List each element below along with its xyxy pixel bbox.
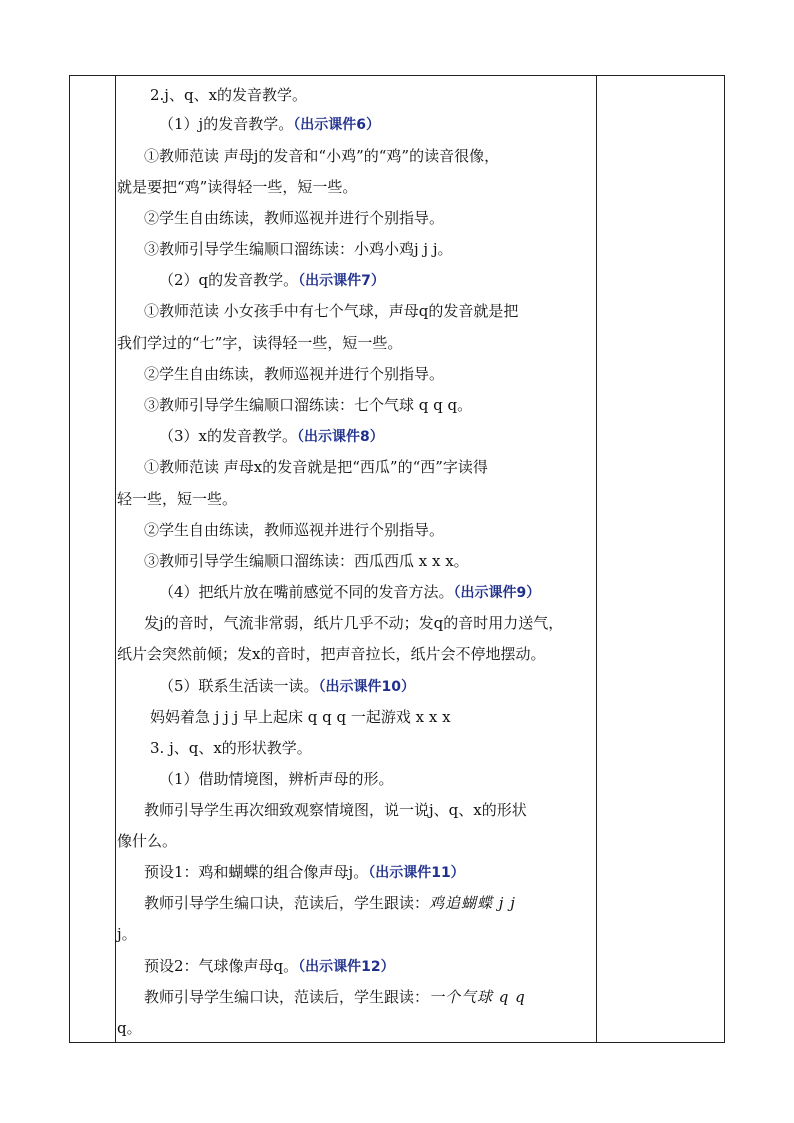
- chant-text: 鸡追蝴蝶 j j: [429, 894, 516, 912]
- line-text: ②学生自由练读，教师巡视并进行个别指导。: [144, 365, 445, 383]
- text-line: [144, 986, 526, 1008]
- courseware-link[interactable]: （出示课件11）: [368, 865, 465, 881]
- line-text: ②学生自由练读，教师巡视并进行个别指导。: [144, 209, 445, 227]
- line-text: ①教师范读 声母j的发音和“小鸡”的“鸡”的读音很像，: [144, 147, 500, 165]
- line-text: 我们学过的“七”字，读得轻一些，短一些。: [117, 334, 403, 352]
- line-text: j。: [117, 925, 137, 943]
- line-text: （1）j的发音教学。: [159, 115, 294, 133]
- text-line: [117, 643, 545, 665]
- courseware-link[interactable]: （出示课件8）: [297, 429, 384, 445]
- line-text: （3）x的发音教学。: [159, 427, 298, 445]
- line-text: ③教师引导学生编顺口溜练读：西瓜西瓜 x x x。: [144, 552, 469, 570]
- line-text: ①教师范读 小女孩手中有七个气球，声母q的发音就是把: [144, 302, 519, 320]
- text-line: [117, 1017, 142, 1039]
- text-line: [144, 550, 469, 572]
- text-line: [159, 269, 385, 292]
- text-line: [117, 923, 137, 945]
- text-line: [144, 145, 499, 167]
- text-line: [150, 84, 307, 106]
- text-line: [117, 176, 357, 198]
- line-text: 教师引导学生再次细致观察情境图，说一说j、q、x的形状: [144, 801, 527, 819]
- text-line: [144, 207, 444, 229]
- line-text: ③教师引导学生编顺口溜练读：七个气球 q q q。: [144, 396, 473, 414]
- line-text: （5）联系生活读一读。: [159, 677, 319, 695]
- line-text: ①教师范读 声母x的发音就是把“西瓜”的“西”字读得: [144, 458, 488, 476]
- text-line: [117, 332, 402, 354]
- line-text: 预设1：鸡和蝴蝶的组合像声母j。: [144, 863, 369, 881]
- text-line: [144, 519, 444, 541]
- column-divider-right: [596, 76, 597, 1042]
- text-line: [144, 799, 527, 821]
- text-line: [159, 425, 384, 448]
- line-text: q。: [117, 1019, 142, 1037]
- text-line: [159, 675, 415, 698]
- text-line: [144, 892, 516, 914]
- line-text: 就是要把“鸡”读得轻一些，短一些。: [117, 178, 358, 196]
- text-line: [159, 113, 380, 136]
- line-text: （1）借助情境图，辨析声母的形。: [159, 770, 394, 788]
- line-text: 妈妈着急 j j j 早上起床 q q q 一起游戏 x x x: [150, 708, 451, 726]
- line-text: 2.j、q、x的发音教学。: [150, 86, 308, 104]
- line-text: 预设2：气球像声母q。: [144, 957, 299, 975]
- line-text: 轻一些，短一些。: [117, 490, 238, 508]
- text-line: [144, 861, 465, 884]
- text-line: [144, 456, 488, 478]
- line-text: 教师引导学生编口诀，范读后，学生跟读：: [144, 988, 430, 1006]
- line-text: 3. j、q、x的形状教学。: [150, 739, 312, 757]
- courseware-link[interactable]: （出示课件12）: [298, 959, 395, 975]
- text-line: [144, 363, 444, 385]
- text-line: [159, 768, 394, 790]
- courseware-link[interactable]: （出示课件7）: [298, 273, 385, 289]
- line-text: 教师引导学生编口诀，范读后，学生跟读：: [144, 894, 430, 912]
- line-text: （4）把纸片放在嘴前感觉不同的发音方法。: [159, 583, 454, 601]
- text-line: [144, 612, 563, 634]
- text-line: [117, 488, 237, 510]
- text-line: [144, 300, 518, 322]
- line-text: ②学生自由练读，教师巡视并进行个别指导。: [144, 521, 445, 539]
- column-divider-left: [115, 76, 116, 1042]
- line-text: 纸片会突然前倾；发x的音时，把声音拉长，纸片会不停地摆动。: [117, 645, 546, 663]
- courseware-link[interactable]: （出示课件9）: [453, 585, 541, 601]
- line-text: 像什么。: [117, 832, 178, 850]
- text-line: [144, 238, 453, 260]
- chant-text: 一个气球 q q: [429, 988, 526, 1006]
- line-text: ③教师引导学生编顺口溜练读：小鸡小鸡j j j。: [144, 240, 453, 258]
- text-line: [150, 737, 312, 759]
- text-line: [159, 581, 540, 604]
- text-line: [150, 706, 451, 728]
- courseware-link[interactable]: （出示课件6）: [293, 117, 380, 133]
- line-text: 发j的音时，气流非常弱，纸片几乎不动；发q的音时用力送气，: [144, 614, 564, 632]
- text-line: [144, 955, 395, 978]
- text-line: [117, 830, 177, 852]
- courseware-link[interactable]: （出示课件10）: [318, 679, 416, 695]
- text-line: [144, 394, 472, 416]
- line-text: （2）q的发音教学。: [159, 271, 299, 289]
